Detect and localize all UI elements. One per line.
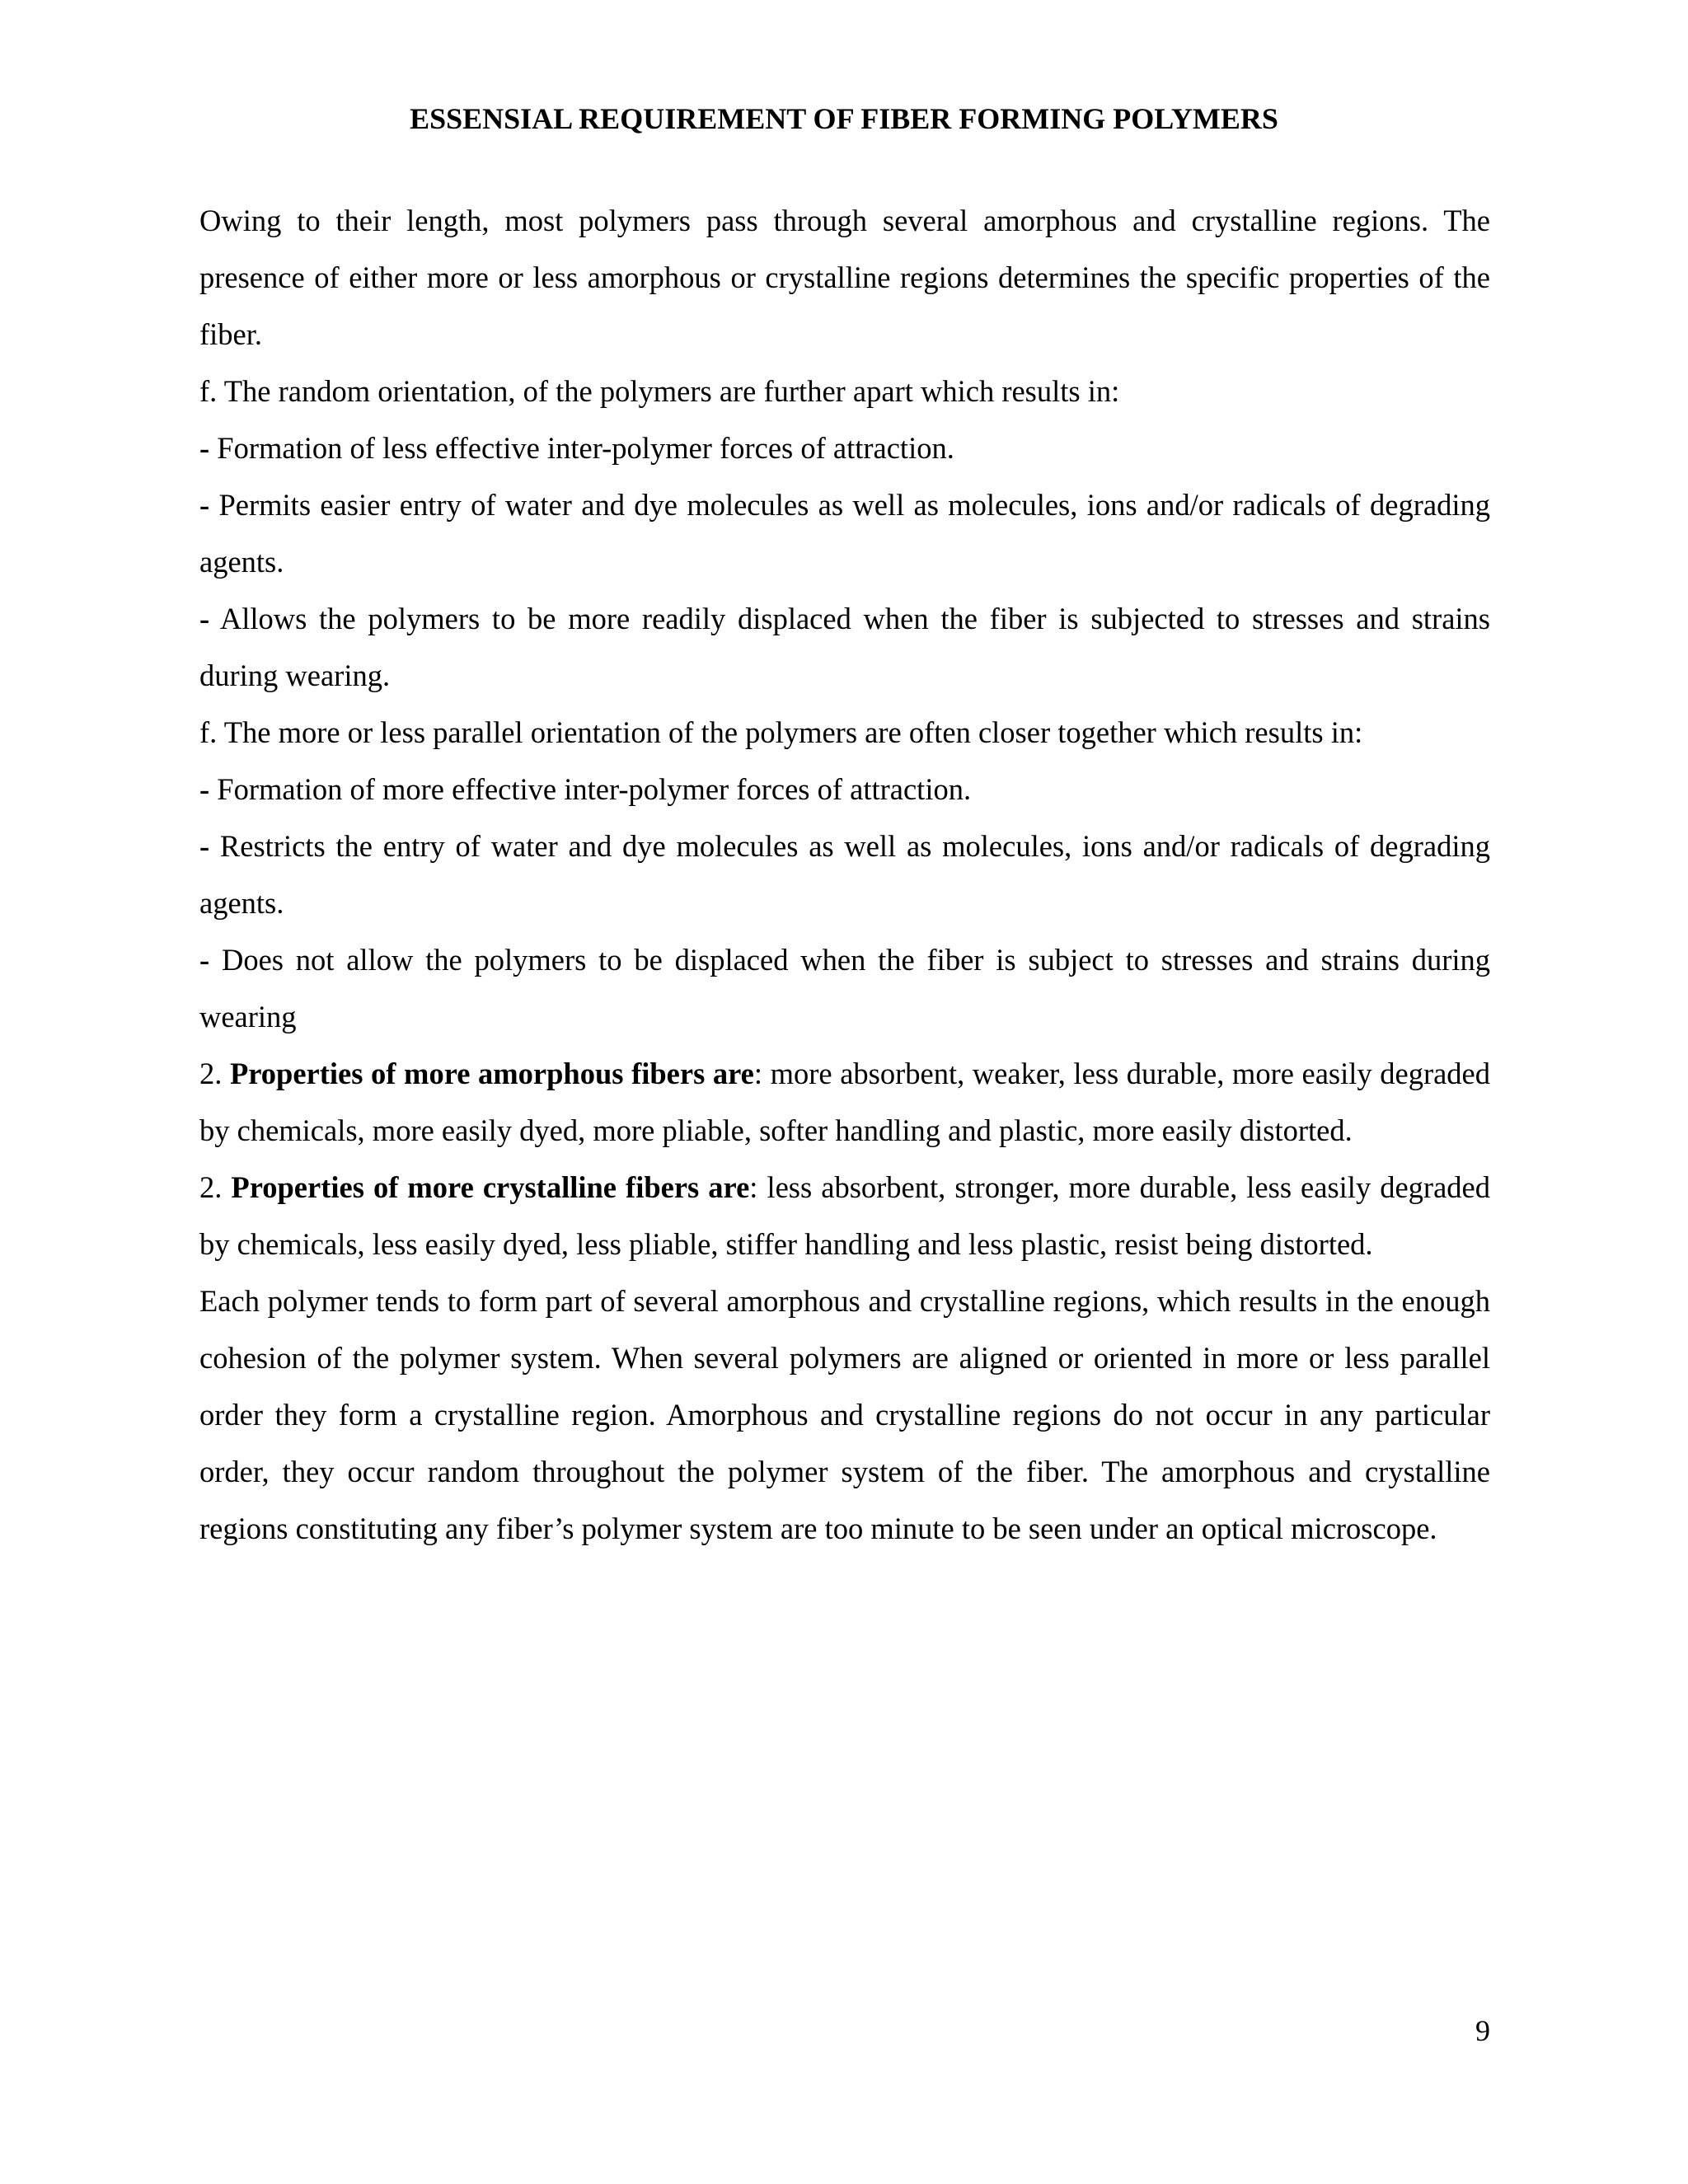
item-text: : more absorbent, weaker, less durable, more easily degraded by chemicals, more easily dyed, more pliable, softer handling and plastic, more easily distorted. — [199, 1057, 1491, 1147]
bullet-item — [199, 931, 1490, 1045]
dash-marker: - — [199, 602, 210, 635]
bullet-item — [199, 761, 1490, 818]
paragraph-summary: Each polymer tends to form part of several amorphous and crystalline regions, which results in the enough cohesion of the polymer system. When several polymers are aligned or oriented in more or less parallel order they form a crystalline region. Amorphous and crystalline regions do not occur in any particular order, they occur random throughout the polymer system of the fiber. The amorphous and crystalline regions constituting any fiber’s polymer system are too minute to be seen under an optical microscope. — [199, 1284, 1490, 1545]
page-title: ESSENSIAL REQUIREMENT OF FIBER FORMING POLYMERS — [410, 102, 1278, 135]
paragraph-crystalline-properties — [199, 1159, 1490, 1272]
dash-marker: - — [199, 829, 210, 863]
item-text: : less absorbent, stronger, more durable, less easily degraded by chemicals, less easily dyed, less pliable, stiffer handling and less plastic, resist being distorted. — [199, 1170, 1490, 1261]
bullet-text: Restricts the entry of water and dye molecules as well as molecules, ions and/or radicals of degrading agents. — [199, 829, 1490, 920]
bold-heading: Properties of more crystalline fibers are — [231, 1170, 750, 1204]
bullet-text: Allows the polymers to be more readily displaced when the fiber is subjected to stresses and strains during wearing. — [199, 602, 1490, 692]
bullet-item — [199, 476, 1490, 590]
page-number: 9 — [1475, 2014, 1490, 2047]
bullet-item — [199, 419, 1490, 476]
bullet-text: Does not allow the polymers to be displaced when the fiber is subject to stresses and strains during wearing — [199, 943, 1490, 1033]
item-number: 2. — [199, 1170, 232, 1204]
dash-marker: - — [199, 772, 210, 806]
dash-marker: - — [199, 431, 210, 465]
bullet-item — [199, 590, 1490, 704]
paragraph-random-orientation: f. The random orientation, of the polymers are further apart which results in: — [199, 374, 1120, 408]
bullet-text: Formation of more effective inter-polymer forces of attraction. — [209, 772, 972, 806]
paragraph-amorphous-properties — [199, 1045, 1490, 1159]
body-text — [199, 192, 1490, 1557]
paragraph-intro: Owing to their length, most polymers pass through several amorphous and crystalline regions. The presence of either more or less amorphous or crystalline regions determines the specific properties of the fiber. — [199, 204, 1490, 351]
item-number: 2. — [199, 1057, 230, 1090]
bold-heading: Properties of more amorphous fibers are — [229, 1057, 754, 1090]
bullet-item — [199, 818, 1490, 931]
paragraph-parallel-orientation: f. The more or less parallel orientation of the polymers are often closer together which results in: — [199, 715, 1363, 749]
dash-marker: - — [199, 943, 210, 977]
dash-marker: - — [199, 488, 210, 522]
bullet-text: Formation of less effective inter-polymer forces of attraction. — [209, 431, 954, 465]
bullet-text: Permits easier entry of water and dye molecules as well as molecules, ions and/or radicals of degrading agents. — [199, 488, 1490, 579]
